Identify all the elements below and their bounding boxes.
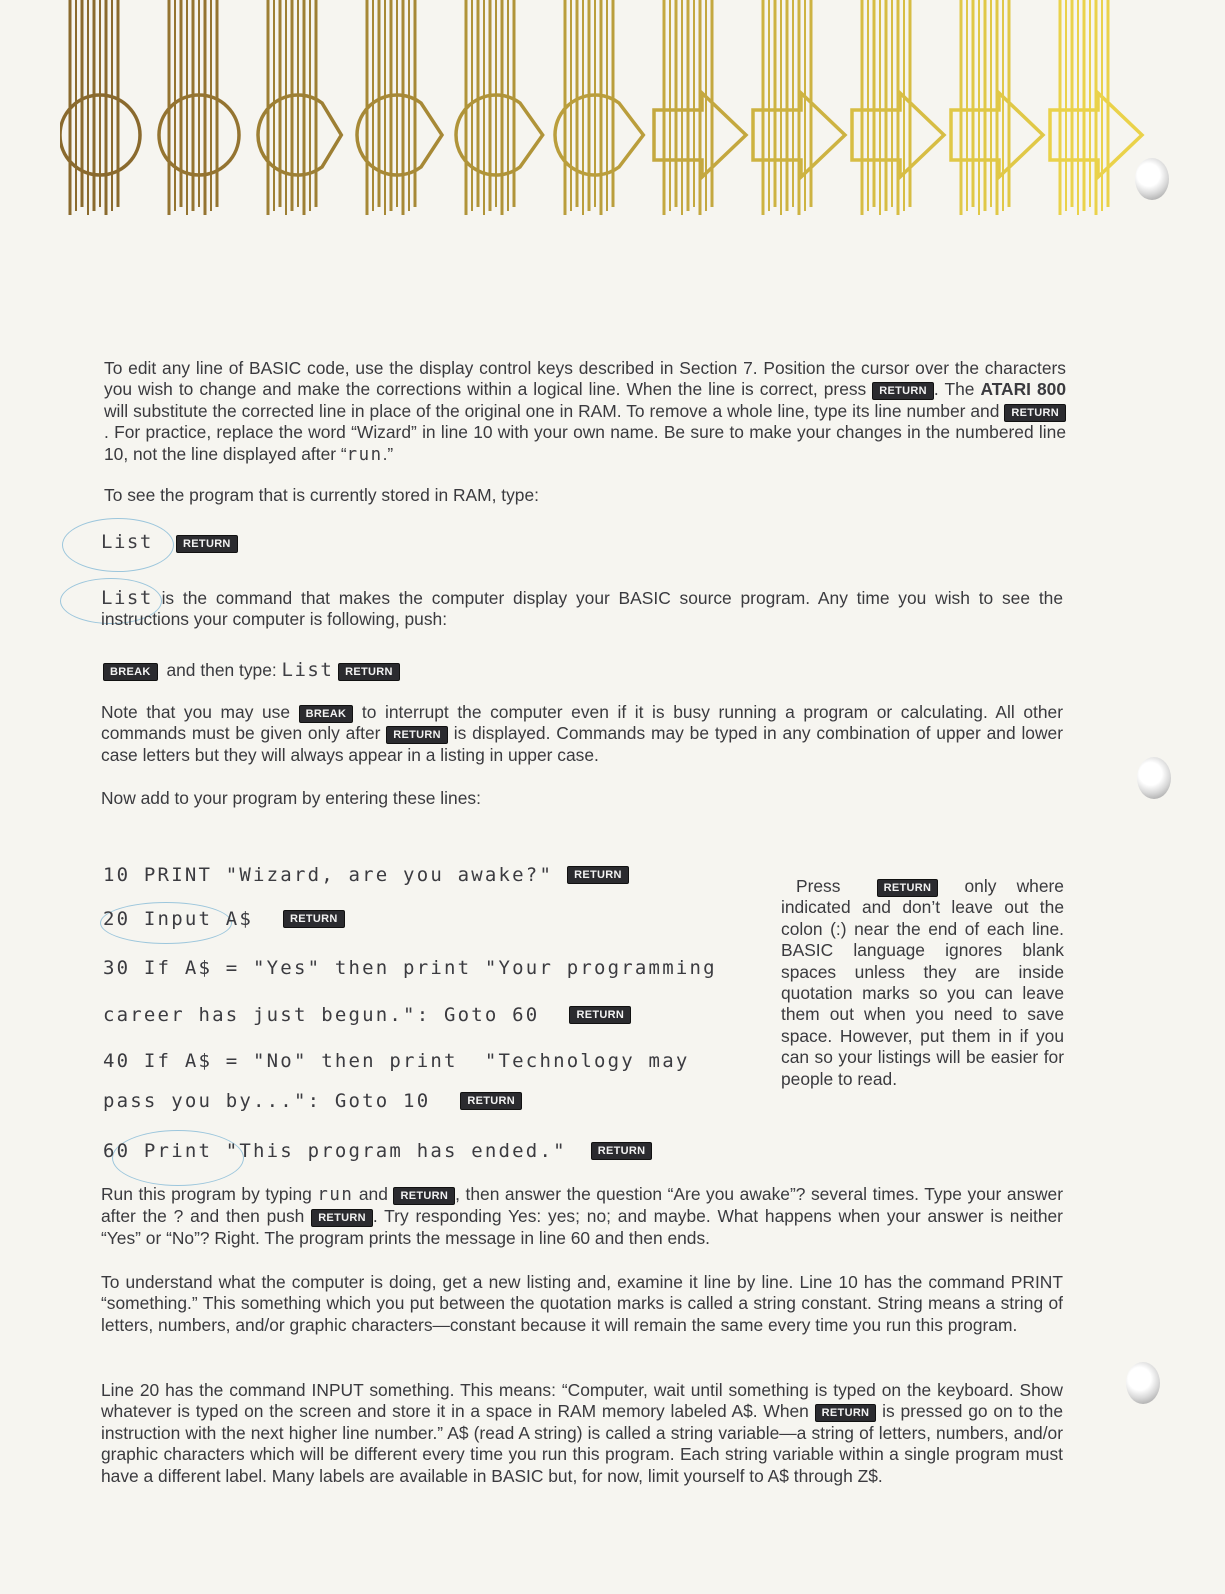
break-key: BREAK [299, 705, 354, 723]
paragraph-note-break [101, 702, 1063, 766]
code-line-10 [103, 864, 629, 886]
paragraph-understand: To understand what the computer is doing, get a new listing and, examine it line by line. Line 10 has the command PRINT “something.” This something which you put between the quotation marks is called a string constant. String means a string of letters, numbers, and/or graphic characters—constant because it will remain the same every time you run this program. [101, 1272, 1063, 1335]
text: , then answer the question “Are you awake”? several times. Type your answer after the ? and then push [101, 1184, 1063, 1227]
circle-arrow-icon [456, 0, 543, 215]
return-key: RETURN [283, 910, 345, 928]
paragraph-input-command [101, 1380, 1063, 1487]
code-text: 40 If A$ = "No" then print "Technology may [103, 1050, 690, 1072]
text: . Try responding Yes: yes; no; and maybe. What happens when your answer is neither “Yes” or “No”? Right. The program prints the message in line 60 and then ends. [101, 1206, 1063, 1248]
arrow-icon [1050, 0, 1142, 215]
code-text: 30 If A$ = "Yes" then print "Your programming [103, 957, 717, 979]
text: Line 20 has the command INPUT something. This means: “Computer, wait until something is typed on the keyboard. Show whatever is typed on the screen and store it in a space in RAM memory labeled A$. When [101, 1380, 1063, 1422]
return-key: RETURN [569, 1006, 631, 1024]
text: is displayed. Commands may be typed in any combination of upper and lower case letters but they will always appear in a listing in upper case. [101, 723, 1063, 765]
text: to interrupt the computer even if it is busy running a program or calculating. All other commands must be given only after [101, 702, 1063, 744]
return-key: RETURN [591, 1142, 653, 1160]
return-key: RETURN [311, 1209, 373, 1227]
return-key: RETURN [386, 726, 448, 744]
paragraph-run-program [101, 1184, 1063, 1249]
text: .” [382, 443, 394, 464]
return-key: RETURN [460, 1092, 522, 1110]
break-instruction-line [103, 660, 1065, 681]
code-line-30 [103, 957, 717, 979]
circle-arrow-icon [357, 0, 442, 215]
arrow-icon [654, 0, 746, 215]
code-line-60 [103, 1140, 652, 1162]
code-line-40 [103, 1050, 689, 1072]
text: is pressed go on to the instruction with the next higher line number.” A$ (read A string) is called a string variable—a string of letters, numbers, and/or graphic characters which will be different every time you run this program. Each string variable within a single program must have a different label. Many labels are available in BASIC but, for now, limit yourself to A$ through Z$. [101, 1401, 1064, 1486]
text: is the command that makes the computer display your BASIC source program. Any time you wish to see the instructions your computer is following, push: [101, 588, 1063, 630]
brand-name: ATARI 800 [980, 379, 1067, 400]
circle-arrow-icon [258, 0, 341, 215]
paragraph-edit-lines [104, 358, 1066, 466]
paragraph-see-program: To see the program that is currently stored in RAM, type: [104, 485, 539, 505]
circle-arrow-icon [555, 0, 643, 215]
text: . For practice, replace the word “Wizard” in line 10 with your own name. Be sure to make your changes in the numbered line 10, not the line displayed after “ [104, 422, 1066, 464]
code-text: career has just begun.": Goto 60 [103, 1004, 540, 1026]
banner-graphic [60, 0, 1150, 225]
code-line-40-cont [103, 1090, 522, 1112]
code-text: pass you by...": Goto 10 [103, 1090, 431, 1112]
text: and [358, 1184, 388, 1204]
text: Press [796, 876, 841, 896]
break-key: BREAK [103, 663, 158, 681]
binder-hole-top [1135, 158, 1169, 200]
text: . The [933, 379, 975, 400]
run-command: run [317, 1185, 354, 1205]
arrow-icon [753, 0, 845, 215]
text: To edit any line of BASIC code, use the display control keys described in Section 7. Position the cursor over the characters you wish to change and make the corrections within a logical line. When the line is correct, press [104, 358, 1066, 400]
text: will substitute the corrected line in place of the original one in RAM. To remove a whole line, type its line number and [104, 400, 1000, 421]
return-key: RETURN [393, 1187, 455, 1205]
return-key: RETURN [872, 382, 934, 400]
code-line-30-cont [103, 1004, 631, 1026]
circle-icon [60, 0, 140, 215]
text: Note that you may use [101, 702, 291, 722]
list-command: List [101, 531, 153, 553]
binder-hole-bottom [1126, 1362, 1160, 1404]
return-key: RETURN [567, 866, 629, 884]
code-text: 20 Input A$ [103, 908, 254, 930]
arrow-icon [951, 0, 1043, 215]
binder-hole-middle [1137, 757, 1171, 799]
code-text: 60 Print "This program has ended." [103, 1140, 567, 1162]
return-key: RETURN [1004, 404, 1066, 422]
text: only where indicated and don’t leave out the colon (:) near the end of each line. BASIC language ignores blank spaces unless they are inside quotation marks so you can leave them out when you need to save space. However, put them in if you can so your listings will be easier for people to read. [781, 876, 1064, 1089]
list-command: List [101, 587, 153, 609]
list-command: List [281, 659, 334, 681]
paragraph-list-explain [101, 588, 1063, 631]
run-command: run [346, 444, 383, 465]
text: Run this program by typing [101, 1184, 312, 1204]
text: and then type: [166, 660, 277, 680]
list-command-line [101, 532, 1063, 553]
circle-icon [159, 0, 239, 215]
return-key: RETURN [815, 1404, 877, 1422]
code-text: 10 PRINT "Wizard, are you awake?" [103, 864, 554, 886]
side-note [781, 876, 1064, 1090]
return-key: RETURN [176, 535, 238, 553]
arrow-icon [852, 0, 944, 215]
return-key: RETURN [338, 663, 400, 681]
code-line-20 [103, 908, 345, 930]
paragraph-add-lines: Now add to your program by entering these lines: [101, 788, 481, 808]
return-key: RETURN [877, 879, 939, 897]
